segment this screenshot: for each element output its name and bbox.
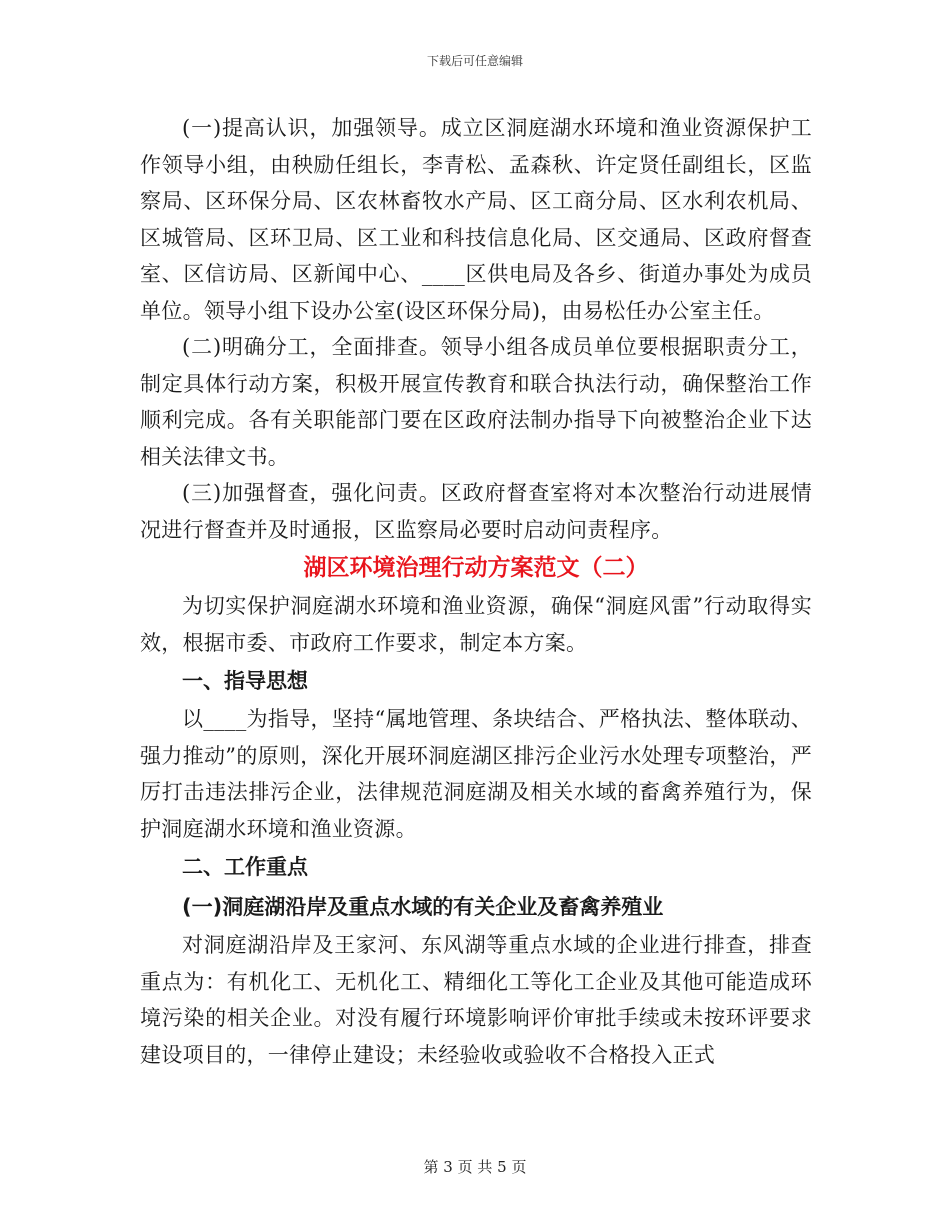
- document-body: [140, 110, 812, 1073]
- section-title: 湖区环境治理行动方案范文（二）: [303, 555, 649, 581]
- paragraph-4: 为切实保护洞庭湖水环境和渔业资源，确保“洞庭风雷”行动取得实效，根据市委、市政府工作要求，制定本方案。: [140, 594, 812, 655]
- paragraph-3: (三)加强督查，强化问责。区政府督查室将对本次整治行动进展情况进行督查并及时通报，区监察局必要时启动问责程序。: [140, 481, 812, 542]
- page-footer: 第 3 页 共 5 页: [423, 1158, 527, 1176]
- heading-subsection-1: (一)洞庭湖沿岸及重点水域的有关企业及畜禽养殖业: [182, 895, 664, 919]
- paragraph-5: 以____为指导，坚持“属地管理、条块结合、严格执法、整体联动、强力推动”的原则，深化开展环洞庭湖区排污企业污水处理专项整治，严厉打击违法排污企业，法律规范洞庭湖及相关水域的畜禽养殖行为，保护洞庭湖水环境和渔业资源。: [140, 707, 812, 841]
- page-header: 下载后可任意编辑: [426, 54, 523, 68]
- paragraph-2: (二)明确分工，全面排查。领导小组各成员单位要根据职责分工，制定具体行动方案，积极开展宣传教育和联合执法行动，确保整治工作顺利完成。各有关职能部门要在区政府法制办指导下向被整治企业下达相关法律文书。: [140, 335, 812, 469]
- paragraph-1: (一)提高认识，加强领导。成立区洞庭湖水环境和渔业资源保护工作领导小组，由秧励任组长，李青松、孟森秋、许定贤任副组长，区监察局、区环保分局、区农林畜牧水产局、区工商分局、区水利农机局、区城管局、区环卫局、区工业和科技信息化局、区交通局、区政府督查室、区信访局、区新闻中心、____区供电局及各乡、街道办事处为成员单位。领导小组下设办公室(设区环保分局)，由易松任办公室主任。: [140, 116, 812, 323]
- heading-guiding-ideology: 一、指导思想: [182, 669, 308, 693]
- paragraph-6: 对洞庭湖沿岸及王家河、东风湖等重点水域的企业进行排查，排查重点为：有机化工、无机化工、精细化工等化工企业及其他可能造成环境污染的相关企业。对没有履行环境影响评价审批手续或未按环评要求建设项目的，一律停止建设；未经验收或验收不合格投入正式: [140, 933, 812, 1067]
- heading-work-focus: 二、工作重点: [182, 855, 308, 879]
